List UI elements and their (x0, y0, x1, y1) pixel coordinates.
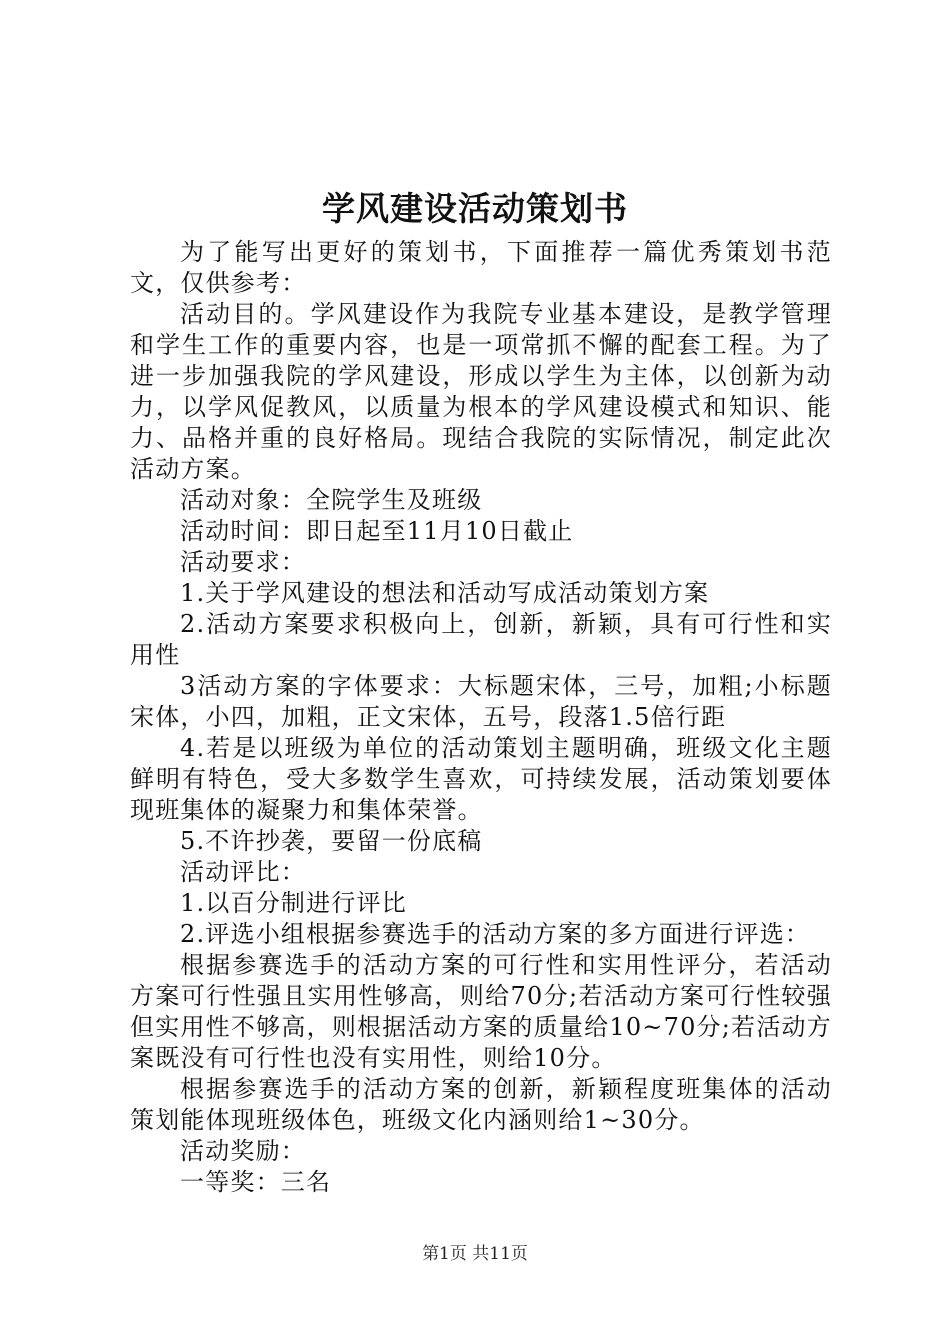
paragraph-first-prize: 一等奖：三名 (180, 1168, 332, 1196)
paragraph-time: 活动时间：即日起至11月10日截止 (180, 517, 574, 545)
paragraph-target: 活动对象：全院学生及班级 (180, 486, 483, 514)
paragraph-scoring-feasibility: 根据参赛选手的活动方案的可行性和实用性评分，若活动方案可行性强且实用性够高，则给70分;若活动方案可行性较强但实用性不够高，则根据活动方案的质量给10~70分;若活动方案既没有可行性也没有实用性，则给10分。 (130, 951, 832, 1072)
paragraph-requirement-5: 5.不许抄袭，要留一份底稿 (180, 827, 483, 855)
paragraph-requirement-4: 4.若是以班级为单位的活动策划主题明确，班级文化主题鲜明有特色，受大多数学生喜欢，可持续发展，活动策划要体现班集体的凝聚力和集体荣誉。 (130, 734, 832, 824)
paragraph-awards-heading: 活动奖励： (180, 1137, 306, 1165)
paragraph-intro: 为了能写出更好的策划书，下面推荐一篇优秀策划书范文，仅供参考： (130, 238, 832, 297)
document-body (130, 237, 832, 1198)
paragraph-scoring-innovation: 根据参赛选手的活动方案的创新，新颖程度班集体的活动策划能体现班级体色，班级文化内涵则给1~30分。 (130, 1075, 832, 1134)
paragraph-evaluation-1: 1.以百分制进行评比 (180, 889, 407, 917)
paragraph-requirement-3: 3活动方案的字体要求：大标题宋体，三号，加粗;小标题宋体，小四，加粗，正文宋体，五号，段落1.5倍行距 (130, 672, 832, 731)
paragraph-requirements-heading: 活动要求： (180, 548, 306, 576)
paragraph-evaluation-heading: 活动评比： (180, 858, 306, 886)
paragraph-requirement-2: 2.活动方案要求积极向上，创新，新颖，具有可行性和实用性 (130, 610, 832, 669)
paragraph-evaluation-2: 2.评选小组根据参赛选手的活动方案的多方面进行评选： (180, 920, 811, 948)
paragraph-purpose: 活动目的。学风建设作为我院专业基本建设，是教学管理和学生工作的重要内容，也是一项常抓不懈的配套工程。为了进一步加强我院的学风建设，形成以学生为主体，以创新为动力，以学风促教风，以质量为根本的学风建设模式和知识、能力、品格并重的良好格局。现结合我院的实际情况，制定此次活动方案。 (130, 300, 832, 483)
paragraph-requirement-1: 1.关于学风建设的想法和活动写成活动策划方案 (180, 579, 710, 607)
page-footer: 第1页 共11页 (422, 1244, 528, 1264)
document-title: 学风建设活动策划书 (322, 189, 628, 228)
